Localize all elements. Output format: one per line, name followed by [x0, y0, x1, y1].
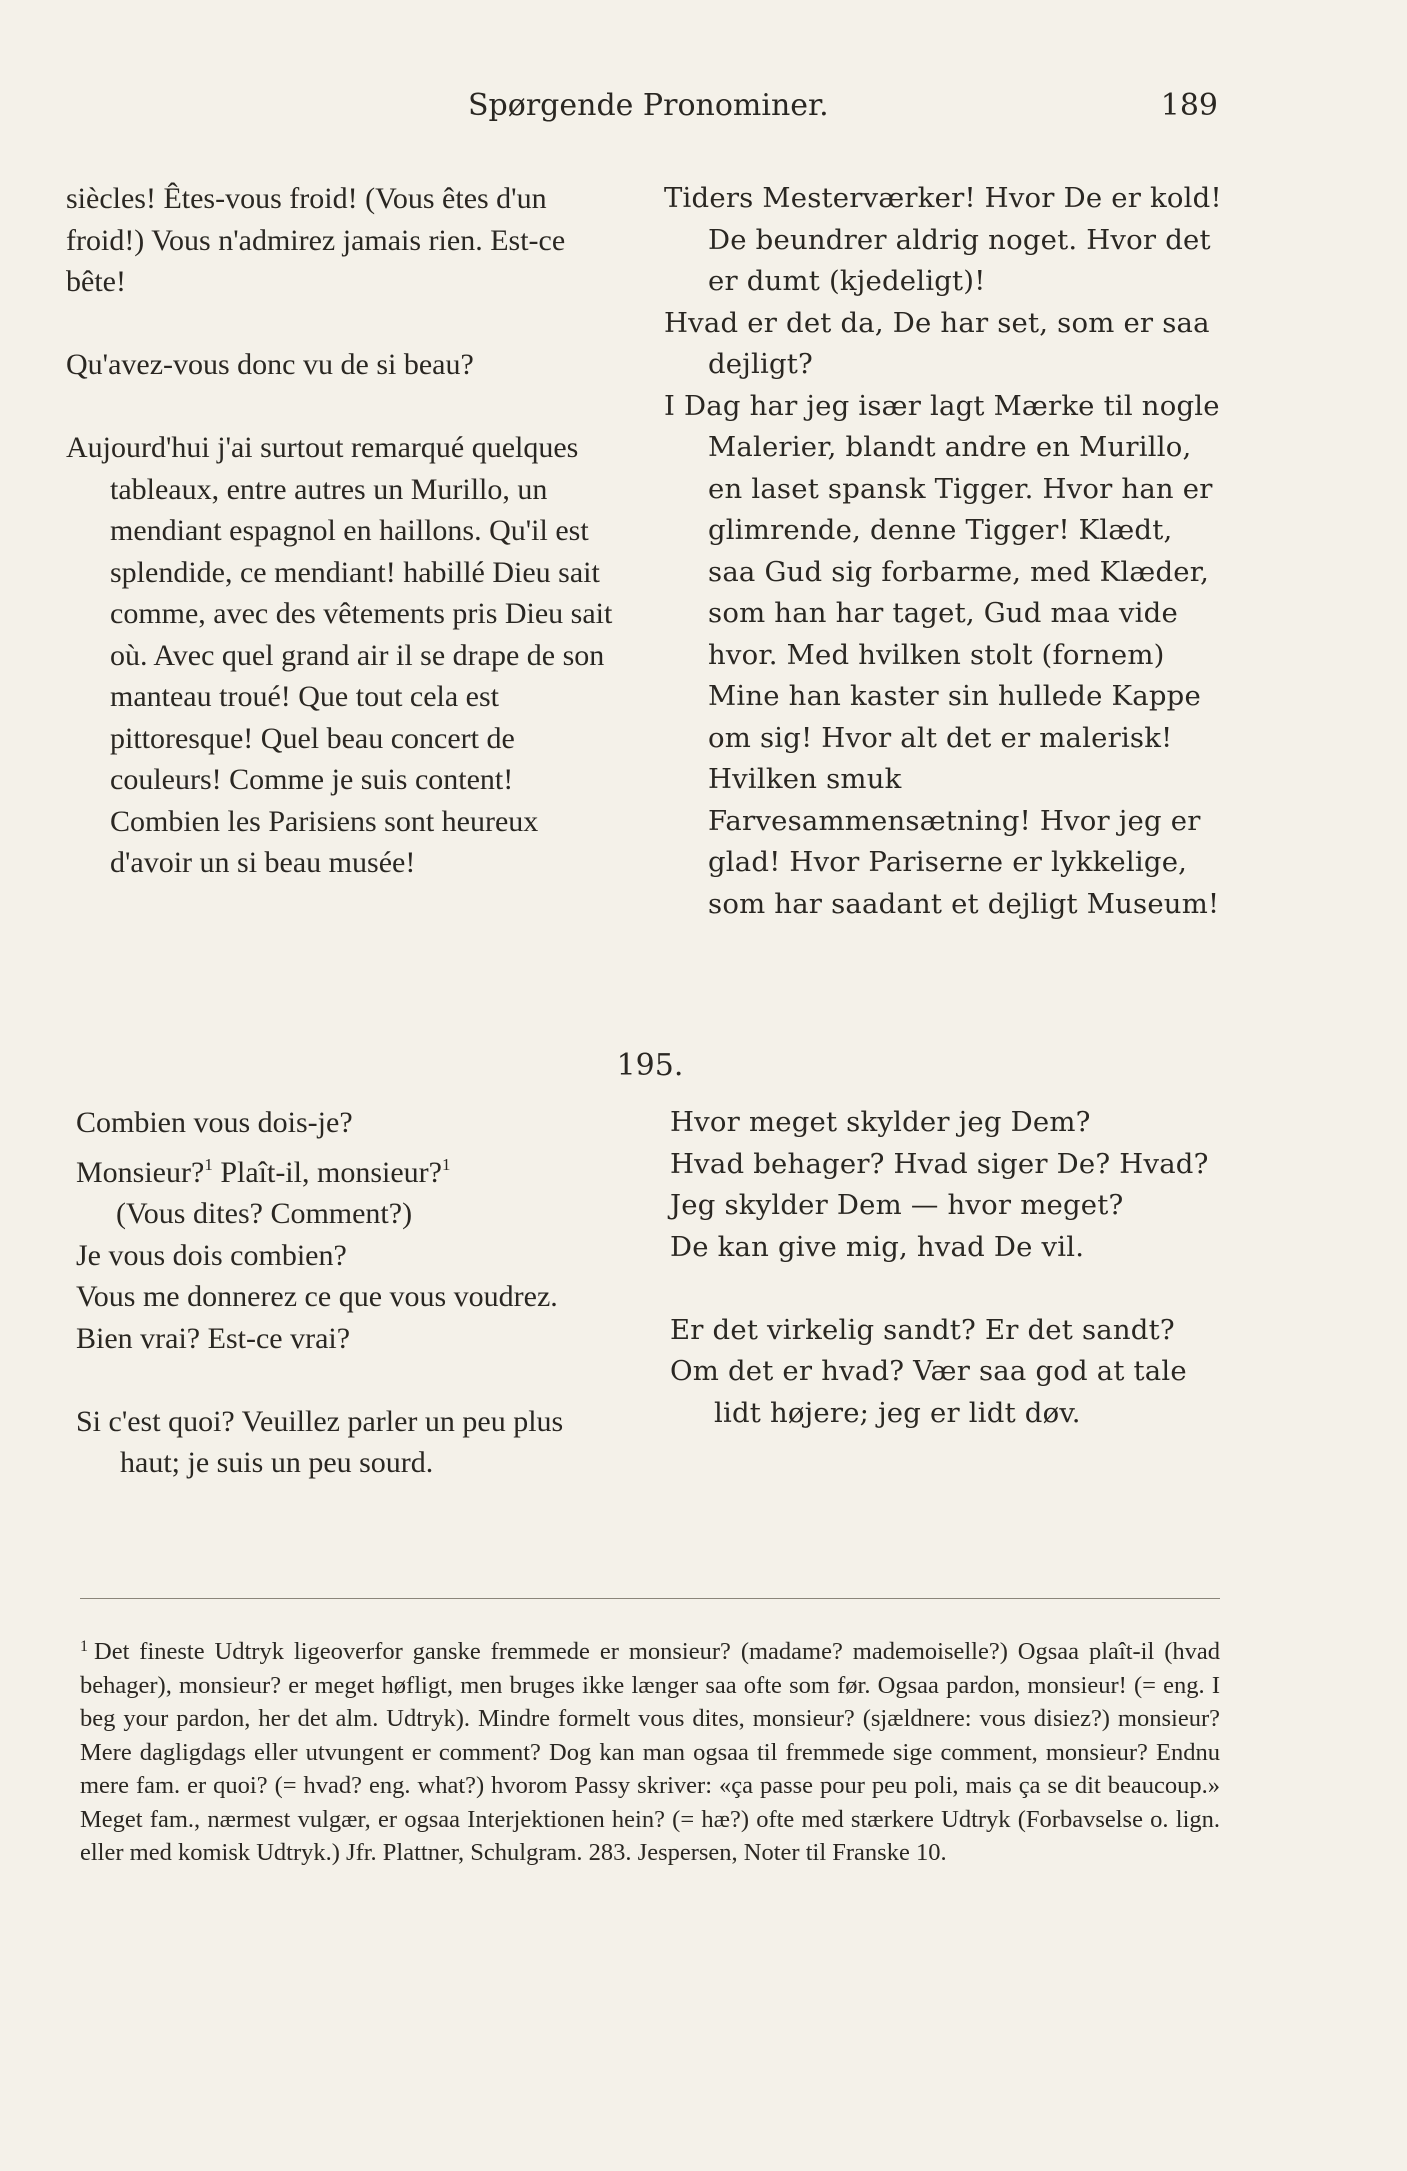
footnote-marker: 1 — [80, 1638, 88, 1655]
paragraph: Aujourd'hui j'ai surtout remarqué quelques tableaux, entre autres un Murillo, un mendiant espagnol en haillons. Qu'il est splendide, ce mendiant! habillé Dieu sait comme, avec des vêtements pris Dieu sait où. Avec quel grand air il se drape de son manteau troué! Que tout cela est pittoresque! Quel beau concert de couleurs! Comme je suis content! Combien les Parisiens sont heureux d'avoir un si beau musée! — [66, 431, 613, 879]
footnote — [80, 1630, 1220, 1870]
paragraph: Qu'avez-vous donc vu de si beau? — [66, 348, 474, 381]
line: Er det virkelig sandt? Er det sandt? — [670, 1313, 1175, 1346]
line — [76, 1144, 624, 1194]
footnote-text: Det fineste Udtryk ligeoverfor ganske fremmede er monsieur? (madame? mademoiselle?) Ogsaa plaît-il (hvad behager), monsieur? er meget høfligt, men bruges ikke længer saa ofte som før. Ogsaa pardon, monsieur! (= eng. I beg your pardon, her det alm. Udtryk). Mindre formelt vous dites, monsieur? (sjældnere: vous disiez?) monsieur? Mere dagligdags eller utvungent er comment? Dog kan man ogsaa til fremmede sige comment, monsieur? Endnu mere fam. er quoi? (= hvad? eng. what?) hvorom Passy skriver: «ça passe pour peu poli, mais ça se dit beaucoup.» Meget fam., nærmest vulgær, er ogsaa Interjektionen hein? (= hæ?) ofte med stærkere Udtryk (Forbavselse o. lign. eller med komisk Udtryk.) Jfr. Plattner, Schulgram. 283. Jespersen, Noter til Franske 10. — [80, 1638, 1220, 1866]
line: Bien vrai? Est-ce vrai? — [76, 1321, 351, 1355]
spacer — [76, 1359, 624, 1401]
bottom-french-column — [76, 1102, 624, 1484]
line: (Vous dites? Comment?) — [116, 1197, 413, 1230]
footnote-divider — [80, 1598, 1220, 1599]
top-french-column — [66, 178, 614, 884]
bottom-danish-column — [670, 1102, 1222, 1434]
footnote-ref: 1 — [441, 1154, 451, 1174]
paragraph: siècles! Êtes-vous froid! (Vous êtes d'un froid!) Vous n'admirez jamais rien. Est-ce bête! — [66, 182, 566, 298]
paragraph: I Dag har jeg især lagt Mærke til nogle Malerier, blandt andre en Murillo, en laset spansk Tigger. Hvor han er glimrende, denne Tigger! Klædt, saa Gud sig forbarme, med Klæder, som han har taget, Gud maa vide hvor. Med hvilken stolt (fornem) Mine han kaster sin hullede Kappe om sig! Hvor alt det er malerisk! Hvilken smuk Farvesammensætning! Hvor jeg er glad! Hvor Pariserne er lykkelige, som har saadant et dejligt Museum! — [664, 389, 1220, 920]
running-title: Spørgende Pronominer. — [468, 88, 829, 123]
line: Combien vous dois-je? — [76, 1106, 353, 1139]
page-number: 189 — [1160, 88, 1218, 123]
footnote-ref: 1 — [204, 1154, 213, 1174]
line: Vous me donnerez ce que vous voudrez. — [76, 1280, 558, 1313]
section-number: 195. — [616, 1048, 684, 1083]
line: De kan give mig, hvad De vil. — [670, 1230, 1085, 1263]
line: Om det er hvad? Vær saa god at tale lidt højere; jeg er lidt døv. — [670, 1355, 1187, 1429]
line: Si c'est quoi? Veuillez parler un peu plus haut; je suis un peu sourd. — [76, 1404, 564, 1479]
line: Je vous dois combien? — [76, 1238, 347, 1272]
spacer — [66, 303, 614, 345]
line: Jeg skylder Dem — hvor meget? — [670, 1189, 1124, 1221]
running-header — [68, 88, 1218, 132]
line: Hvad behager? Hvad siger De? Hvad? — [670, 1147, 1209, 1180]
spacer — [66, 386, 614, 428]
line: Hvor meget skylder jeg Dem? — [670, 1106, 1091, 1138]
spacer — [670, 1268, 1222, 1310]
paragraph: Hvad er det da, De har set, som er saa dejligt? — [664, 306, 1210, 380]
line-text: Plaît-il, monsieur? — [220, 1155, 442, 1189]
paragraph: Tiders Mesterværker! Hvor De er kold! De beundrer aldrig noget. Hvor det er dumt (kjedeligt)! — [664, 182, 1222, 297]
top-danish-column — [664, 178, 1224, 925]
line-text: Monsieur? — [76, 1155, 205, 1189]
